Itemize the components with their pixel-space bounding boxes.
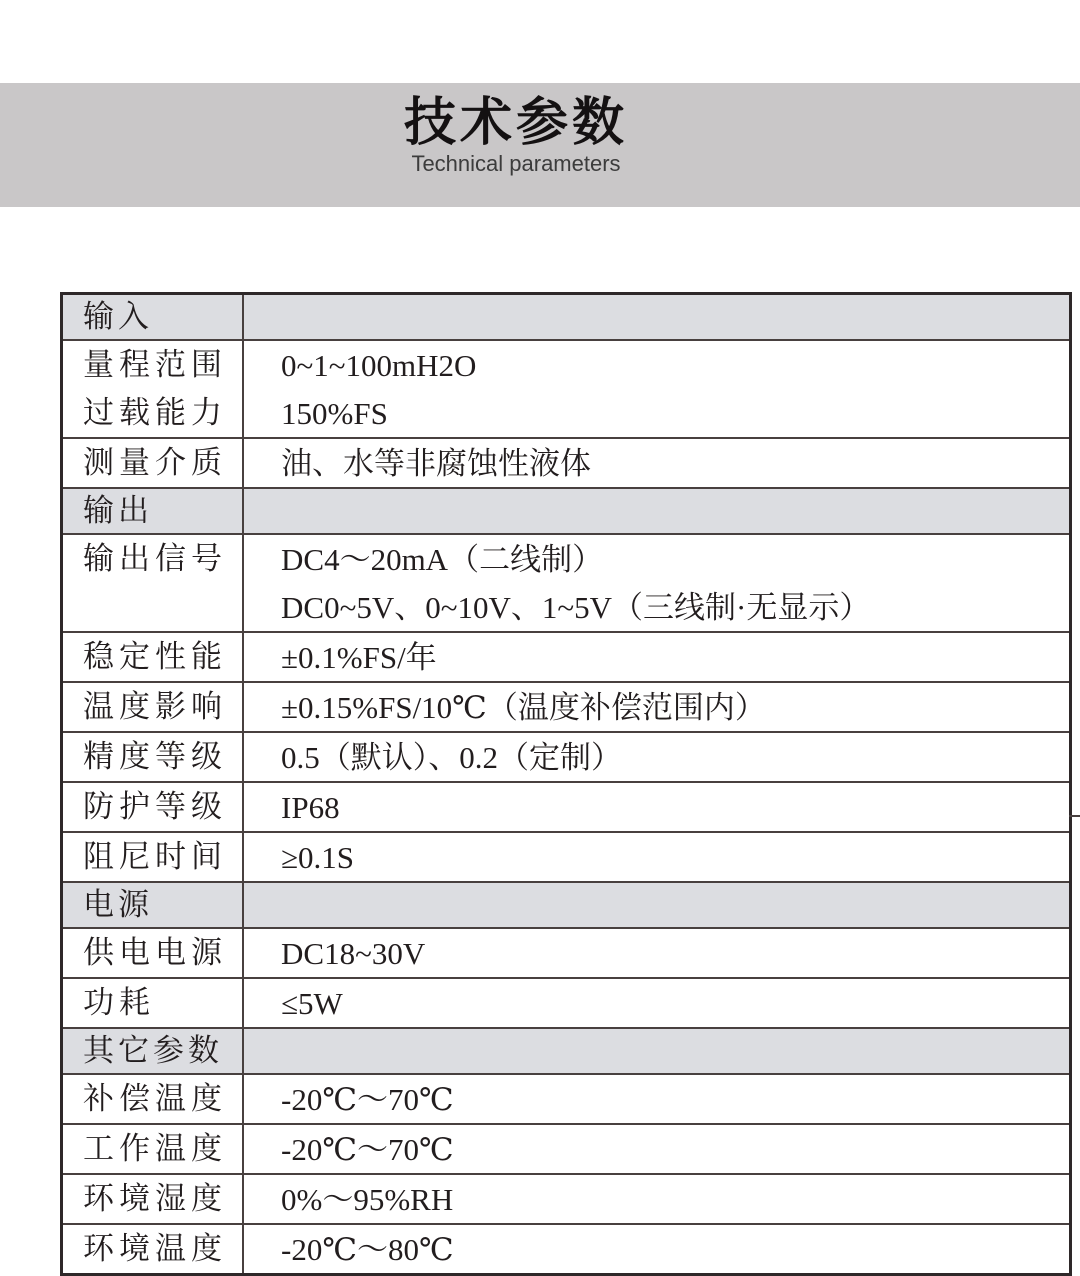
row-label-cell <box>62 1174 244 1224</box>
row-value-cell <box>243 340 1071 438</box>
row-value: ±0.15%FS/10℃（温度补偿范围内） <box>281 690 766 725</box>
row-label-cell <box>62 632 244 682</box>
row-label: 功耗 <box>83 985 155 1020</box>
row-value-cell <box>243 928 1071 978</box>
row-label-cell <box>62 1028 244 1074</box>
row-value: -20℃～70℃ <box>281 1132 454 1167</box>
row-label: 阻尼时间 <box>83 839 227 874</box>
spec-table-body <box>62 294 1071 1275</box>
row-label-cell <box>62 732 244 782</box>
table-row <box>62 732 1071 782</box>
row-value-cell <box>243 1028 1071 1074</box>
row-value: 油、水等非腐蚀性液体 <box>281 446 591 481</box>
row-label: 输出信号 <box>83 541 227 576</box>
banner-text-block <box>0 95 1056 176</box>
section-row <box>62 1028 1071 1074</box>
row-label-cell <box>62 488 244 534</box>
page-subtitle: Technical parameters <box>411 151 621 176</box>
section-row <box>62 294 1071 341</box>
row-value: 0~1~100mH2O <box>281 348 477 383</box>
table-row <box>62 632 1071 682</box>
row-value-cell <box>243 1224 1071 1275</box>
row-label-cell <box>62 978 244 1028</box>
row-label-cell <box>62 682 244 732</box>
table-row <box>62 1174 1071 1224</box>
row-value: 0%～95%RH <box>281 1182 454 1217</box>
row-label-cell <box>62 438 244 488</box>
row-value-cell <box>243 832 1071 882</box>
table-row <box>62 1124 1071 1174</box>
row-label: 过载能力 <box>83 395 227 430</box>
row-label: 其它参数 <box>83 1033 223 1068</box>
row-label: 量程范围 <box>83 347 227 382</box>
row-value-cell <box>243 1074 1071 1124</box>
table-row <box>62 340 1071 438</box>
row-value: DC18~30V <box>281 936 426 971</box>
row-label-cell <box>62 534 244 632</box>
table-row <box>62 832 1071 882</box>
row-label-cell <box>62 294 244 341</box>
row-label: 环境温度 <box>83 1231 227 1266</box>
row-value: ≤5W <box>281 986 343 1021</box>
row-value-cell <box>243 1174 1071 1224</box>
table-row <box>62 978 1071 1028</box>
row-value: ≥0.1S <box>281 840 355 875</box>
section-row <box>62 882 1071 928</box>
row-label: 测量介质 <box>83 445 227 480</box>
row-label-cell <box>62 1224 244 1275</box>
row-value-cell <box>243 488 1071 534</box>
banner <box>0 83 1080 207</box>
row-label: 温度影响 <box>83 689 227 724</box>
row-value: DC4～20mA（二线制） <box>281 542 604 577</box>
row-value-cell <box>243 882 1071 928</box>
row-label-cell <box>62 1124 244 1174</box>
row-value: -20℃～80℃ <box>281 1232 454 1267</box>
row-label-cell <box>62 1074 244 1124</box>
row-value-cell <box>243 632 1071 682</box>
table-row <box>62 928 1071 978</box>
table-row <box>62 782 1071 832</box>
row-label: 补偿温度 <box>83 1081 227 1116</box>
row-label: 供电电源 <box>83 935 227 970</box>
row-value-cell <box>243 782 1071 832</box>
row-value: 150%FS <box>281 396 388 431</box>
row-label: 稳定性能 <box>83 639 227 674</box>
row-label-cell <box>62 882 244 928</box>
row-value-cell <box>243 438 1071 488</box>
row-value: ±0.1%FS/年 <box>281 640 437 675</box>
row-label-cell <box>62 928 244 978</box>
row-value-cell <box>243 294 1071 341</box>
row-value-cell <box>243 534 1071 632</box>
table-row <box>62 1224 1071 1275</box>
row-label-cell <box>62 832 244 882</box>
row-label: 环境湿度 <box>83 1181 227 1216</box>
table-row <box>62 682 1071 732</box>
row-value-cell <box>243 978 1071 1028</box>
row-label: 工作温度 <box>83 1131 227 1166</box>
table-row <box>62 1074 1071 1124</box>
row-value: -20℃～70℃ <box>281 1082 454 1117</box>
row-label: 输入 <box>83 299 153 334</box>
row-label: 电源 <box>83 887 153 922</box>
page-title: 技术参数 <box>403 94 628 152</box>
section-row <box>62 488 1071 534</box>
table-row <box>62 534 1071 632</box>
row-label: 精度等级 <box>83 739 227 774</box>
border-artifact-line <box>1069 815 1080 817</box>
row-value-cell <box>243 732 1071 782</box>
spec-table-wrap <box>60 292 1072 1276</box>
row-value-cell <box>243 1124 1071 1174</box>
row-value-cell <box>243 682 1071 732</box>
row-label: 输出 <box>83 493 153 528</box>
row-value: IP68 <box>281 790 340 825</box>
row-label: 防护等级 <box>83 789 227 824</box>
spec-table <box>60 292 1072 1276</box>
row-value: 0.5（默认）、0.2（定制） <box>281 740 622 775</box>
row-value: DC0~5V、0~10V、1~5V（三线制·无显示） <box>281 590 871 625</box>
row-label-cell <box>62 782 244 832</box>
table-row <box>62 438 1071 488</box>
row-label-cell <box>62 340 244 438</box>
